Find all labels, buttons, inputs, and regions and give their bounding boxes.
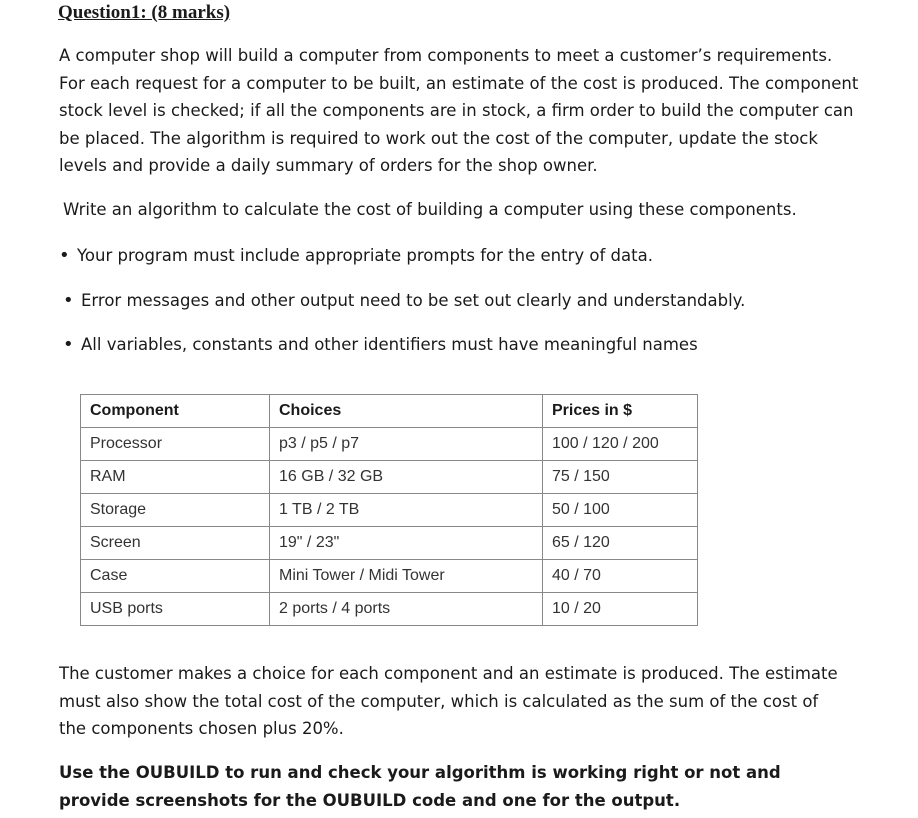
prices-cell: 50 / 100 bbox=[543, 494, 698, 527]
choices-cell: 2 ports / 4 ports bbox=[270, 593, 543, 626]
header-prices: Prices in $ bbox=[543, 395, 698, 428]
bullet-text: Error messages and other output need to be set out clearly and understandably. bbox=[81, 291, 746, 310]
choices-cell: Mini Tower / Midi Tower bbox=[270, 560, 543, 593]
instruction-paragraph: Use the OUBUILD to run and check your algorithm is working right or not and provide screenshots for the OUBUILD code and one for the output. bbox=[59, 763, 781, 810]
table-row bbox=[81, 494, 698, 527]
component-cell: Screen bbox=[81, 527, 270, 560]
table-row bbox=[81, 527, 698, 560]
component-cell: RAM bbox=[81, 461, 270, 494]
table-row bbox=[81, 428, 698, 461]
prices-cell: 100 / 120 / 200 bbox=[543, 428, 698, 461]
intro-paragraph: A computer shop will build a computer from components to meet a customer’s requirements. For each request for a computer to be built, an estimate of the cost is produced. The component stock level is checked; if all the components are in stock, a firm order to build the computer can be placed. The algorithm is required to work out the cost of the computer, update the stock levels and provide a daily summary of orders for the shop owner. bbox=[59, 46, 859, 175]
component-price-table bbox=[80, 394, 698, 626]
task-statement: Write an algorithm to calculate the cost of building a computer using these components. bbox=[63, 200, 797, 219]
table-row bbox=[81, 593, 698, 626]
choices-cell: 19" / 23" bbox=[270, 527, 543, 560]
bullet-text: Your program must include appropriate prompts for the entry of data. bbox=[77, 246, 653, 265]
bullet-item bbox=[63, 290, 745, 311]
header-choices: Choices bbox=[270, 395, 543, 428]
header-component: Component bbox=[81, 395, 270, 428]
bullet-icon: • bbox=[63, 290, 74, 311]
table-header-row bbox=[81, 395, 698, 428]
component-cell: USB ports bbox=[81, 593, 270, 626]
component-cell: Storage bbox=[81, 494, 270, 527]
bullet-icon: • bbox=[59, 245, 70, 266]
bullet-item bbox=[59, 245, 653, 266]
bullet-icon: • bbox=[63, 334, 74, 355]
choices-cell: 1 TB / 2 TB bbox=[270, 494, 543, 527]
prices-cell: 75 / 150 bbox=[543, 461, 698, 494]
component-cell: Processor bbox=[81, 428, 270, 461]
choices-cell: 16 GB / 32 GB bbox=[270, 461, 543, 494]
bullet-text: All variables, constants and other identifiers must have meaningful names bbox=[81, 335, 698, 354]
closing-paragraph: The customer makes a choice for each component and an estimate is produced. The estimate must also show the total cost of the computer, which is calculated as the sum of the cost of the components chosen plus 20%. bbox=[59, 664, 838, 738]
choices-cell: p3 / p5 / p7 bbox=[270, 428, 543, 461]
prices-cell: 65 / 120 bbox=[543, 527, 698, 560]
table-row bbox=[81, 461, 698, 494]
table-row bbox=[81, 560, 698, 593]
component-cell: Case bbox=[81, 560, 270, 593]
bullet-item bbox=[63, 334, 698, 355]
prices-cell: 10 / 20 bbox=[543, 593, 698, 626]
prices-cell: 40 / 70 bbox=[543, 560, 698, 593]
question-heading: Question1: (8 marks) bbox=[58, 2, 231, 23]
